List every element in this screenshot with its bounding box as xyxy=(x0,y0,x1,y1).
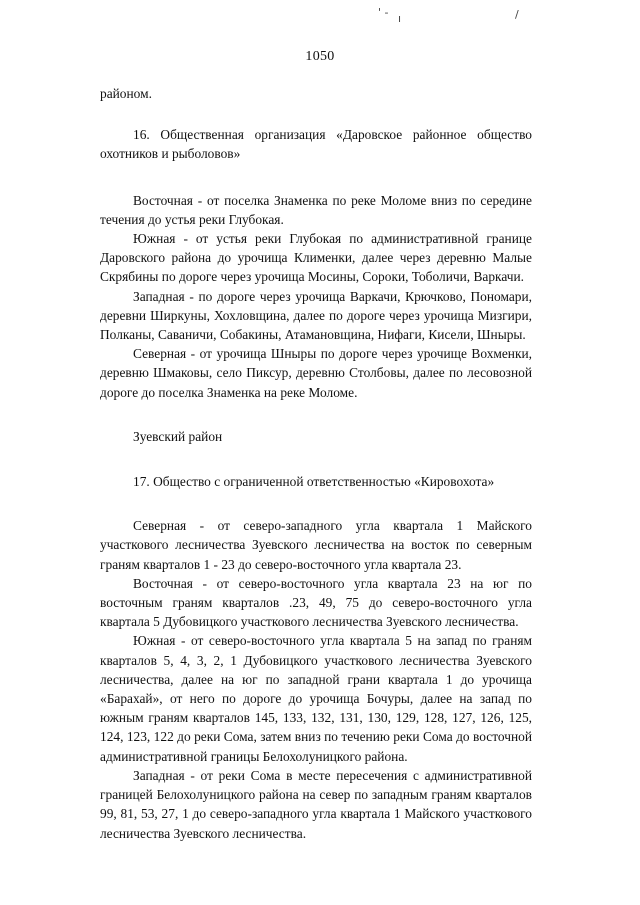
paragraph-continuation: районом. xyxy=(100,86,152,101)
paragraph-east-boundary-2: Восточная - от северо-восточного угла квартала 23 на юг по восточным граням кварталов .23, 49, 75 до северо-восточного угла квартала 5 Дубовицкого участкового лесничества Зуевского лесничества. xyxy=(100,575,532,630)
paragraph-west-boundary: Западная - по дороге через урочища Варкачи, Крючково, Пономари, деревни Ширкуны, Хохловщина, далее по дороге через урочища Мизгири, Полканы, Саваничи, Собакины, Атамановщина, Нифаги, Кисели, Шныры. xyxy=(100,288,532,343)
paragraph-west-boundary-2: Западная - от реки Сома в месте пересечения с административной границей Белохолуницкого района на север по западным граням кварталов 99, 81, 53, 27, 1 до северо-западного угла квартала 1 Майского участкового лесничества Зуевского лесничества. xyxy=(100,767,532,841)
section-heading-16: 16. Общественная организация «Даровское районное общество охотников и рыболовов» xyxy=(100,127,532,162)
document-body xyxy=(100,84,532,843)
district-heading: Зуевский район xyxy=(133,428,223,444)
section-heading-17: 17. Общество с ограниченной ответственностью «Кировохота» xyxy=(133,474,495,490)
paragraph-south-boundary: Южная - от устья реки Глубокая по административной границе Даровского района до урочища Клименки, далее через деревню Малые Скрябины по дороге через урочища Мосины, Сороки, Тоболичи, Варкачи. xyxy=(100,231,532,285)
paragraph-east-boundary: Восточная - от поселка Знаменка по реке Моломе вниз по середине течения до устья реки Глубокая. xyxy=(100,192,532,227)
paragraph-south-boundary-2: Южная - от северо-восточного угла квартала 5 на запад по граням кварталов 5, 4, 3, 2, 1 Дубовицкого участкового лесничества Зуевского лесничества, далее на юг по западной грани квартала 1 до урочища «Барахай», от него по дороге до урочища Бочуры, далее на запад по южным граням кварталов 145, 133, 132, 131, 130, 129, 128, 127, 126, 125, 124, 123, 122 до реки Сома, затем вниз по течению реки Сома до восточной административной границы Белохолуницкого района. xyxy=(100,633,532,764)
scan-mark: / xyxy=(515,8,519,21)
page-number: 1050 xyxy=(305,49,335,64)
scan-mark: ' - xyxy=(378,6,389,19)
scan-mark: ı xyxy=(398,12,402,25)
paragraph-north-boundary-2: Северная - от северо-западного угла квартала 1 Майского участкового лесничества Зуевского лесничества на восток по северным граням кварталов 1 - 23 до северо-восточного угла квартала 23. xyxy=(100,518,532,572)
paragraph-north-boundary: Северная - от урочища Шныры по дороге через урочище Вохменки, деревню Шмаковы, село Пиксур, деревню Столбовы, далее по лесовозной дороге до поселка Знаменка на реке Моломе. xyxy=(100,346,532,400)
